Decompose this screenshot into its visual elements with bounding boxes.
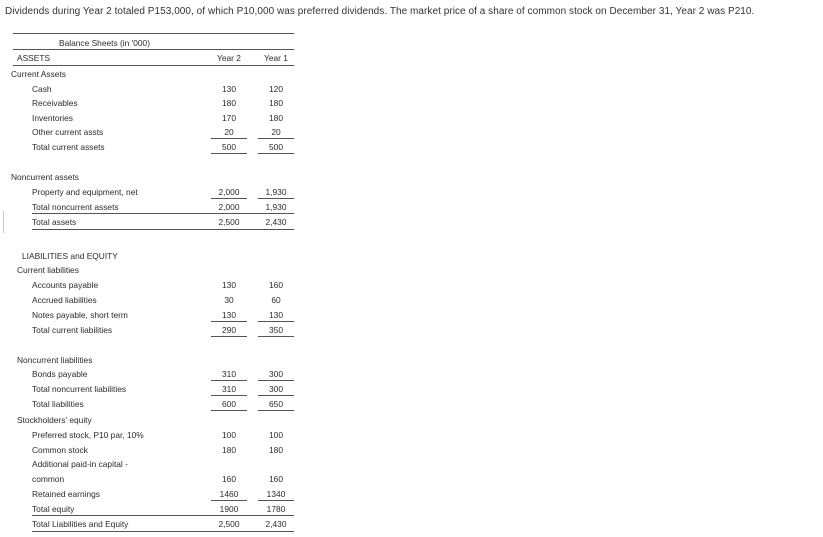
year1-value: 100 xyxy=(269,430,283,440)
table-row-notes-payable xyxy=(11,308,296,322)
total-rule xyxy=(258,336,294,337)
subtotal-rule xyxy=(258,198,294,199)
liabilities-equity-heading: LIABILITIES and EQUITY xyxy=(22,251,118,261)
section-heading xyxy=(11,170,296,184)
year1-header: Year 1 xyxy=(264,53,288,63)
current-assets-heading: Current Assets xyxy=(11,69,66,79)
total-rule xyxy=(211,336,247,337)
row-label: Common stock xyxy=(32,445,88,455)
table-row-total-current-liabilities xyxy=(11,323,296,337)
subtotal-rule xyxy=(258,380,294,381)
year1-value: 160 xyxy=(269,280,283,290)
table-row-accrued xyxy=(11,293,296,307)
year2-value: 2,000 xyxy=(218,202,240,212)
year2-value: 170 xyxy=(222,113,236,123)
subtotal-rule xyxy=(211,395,247,396)
row-label: Total current liabilities xyxy=(32,325,113,335)
year2-value: 2,500 xyxy=(218,519,240,529)
row-label: common xyxy=(32,474,65,484)
year2-value: 290 xyxy=(222,325,236,335)
year2-value: 600 xyxy=(222,399,236,409)
page-edge-rule xyxy=(3,211,4,233)
total-rule xyxy=(32,229,294,230)
table-row-accounts-payable xyxy=(11,278,296,292)
year1-value: 120 xyxy=(269,84,283,94)
row-label: Total equity xyxy=(32,504,75,514)
year1-value: 1,930 xyxy=(265,202,287,212)
year1-value: 180 xyxy=(269,113,283,123)
table-row-total-noncurrent-liabilities xyxy=(11,382,296,396)
row-label: Total noncurrent assets xyxy=(32,202,119,212)
year2-value: 20 xyxy=(224,127,234,137)
year2-value: 2,000 xyxy=(218,187,240,197)
row-label: Property and equipment, net xyxy=(32,187,138,197)
total-rule xyxy=(211,153,247,154)
table-row-retained-earnings xyxy=(11,487,296,501)
year1-value: 2,430 xyxy=(265,519,287,529)
row-label: Cash xyxy=(32,84,52,94)
noncurrent-assets-heading: Noncurrent assets xyxy=(11,172,79,182)
year1-value: 60 xyxy=(271,295,281,305)
subtotal-rule xyxy=(211,500,247,501)
apic-label-row xyxy=(11,457,296,471)
total-rule xyxy=(258,153,294,154)
table-row-cash xyxy=(11,82,296,96)
table-row-ppe xyxy=(11,185,296,199)
table-title-row xyxy=(11,36,296,50)
row-label: Total current assets xyxy=(32,142,105,152)
total-rule xyxy=(258,410,294,411)
year1-value: 180 xyxy=(269,98,283,108)
table-row-total-liabilities-equity xyxy=(11,517,296,531)
row-label: Receivables xyxy=(32,98,78,108)
year2-value: 1460 xyxy=(219,489,239,499)
year2-header: Year 2 xyxy=(217,53,241,63)
row-label: Inventories xyxy=(32,113,73,123)
subtotal-rule xyxy=(258,500,294,501)
total-rule xyxy=(32,515,294,516)
year1-value: 1,930 xyxy=(265,187,287,197)
row-label: Other current assts xyxy=(32,127,104,137)
year2-value: 180 xyxy=(222,445,236,455)
row-label: Total noncurrent liabilities xyxy=(32,384,127,394)
year2-value: 130 xyxy=(222,84,236,94)
subtotal-rule xyxy=(258,138,294,139)
year1-value: 160 xyxy=(269,474,283,484)
subtotal-rule xyxy=(258,321,294,322)
row-label: Total assets xyxy=(32,217,77,227)
year1-value: 650 xyxy=(269,399,283,409)
year2-value: 1900 xyxy=(219,504,239,514)
table-row-inventories xyxy=(11,111,296,125)
subtotal-rule xyxy=(258,395,294,396)
subtotal-rule xyxy=(211,138,247,139)
year1-value: 300 xyxy=(269,369,283,379)
section-heading xyxy=(11,249,296,263)
row-label: Bonds payable xyxy=(32,369,88,379)
year2-value: 160 xyxy=(222,474,236,484)
assets-heading: ASSETS xyxy=(17,53,51,63)
current-liabilities-heading: Current liabilities xyxy=(17,265,79,275)
row-label: Notes payable, short term xyxy=(32,310,128,320)
year2-value: 310 xyxy=(222,369,236,379)
year1-value: 500 xyxy=(269,142,283,152)
year2-value: 130 xyxy=(222,280,236,290)
year1-value: 180 xyxy=(269,445,283,455)
total-rule xyxy=(32,531,294,532)
table-row-total-liabilities xyxy=(11,397,296,411)
section-heading xyxy=(11,67,296,81)
year1-value: 20 xyxy=(271,127,281,137)
table-row-total-assets xyxy=(11,215,296,229)
year1-value: 1780 xyxy=(266,504,286,514)
table-row-total-noncurrent-assets xyxy=(11,200,296,214)
year2-value: 130 xyxy=(222,310,236,320)
table-title: Balance Sheets (in '000) xyxy=(59,38,150,48)
table-top-rule xyxy=(13,33,294,34)
subtotal-rule xyxy=(211,321,247,322)
year2-value: 310 xyxy=(222,384,236,394)
table-row-bonds-payable xyxy=(11,367,296,381)
row-label: Total Liabilities and Equity xyxy=(32,519,129,529)
table-row-total-current-assets xyxy=(11,140,296,154)
section-heading xyxy=(11,413,296,427)
section-heading xyxy=(11,263,296,277)
year1-value: 2,430 xyxy=(265,217,287,227)
year1-value: 300 xyxy=(269,384,283,394)
problem-statement: Dividends during Year 2 totaled P153,000, of which P10,000 was preferred dividends. The market price of a share of common stock on December 31, Year 2 was P210. xyxy=(5,6,755,17)
table-row-receivables xyxy=(11,96,296,110)
row-label: Additional paid-in capital - xyxy=(32,459,128,469)
year2-value: 2,500 xyxy=(218,217,240,227)
year1-value: 130 xyxy=(269,310,283,320)
subtotal-rule xyxy=(211,380,247,381)
table-row-other-current xyxy=(11,125,296,139)
header-rule xyxy=(13,65,294,66)
year1-value: 1340 xyxy=(266,489,286,499)
subtotal-rule xyxy=(211,198,247,199)
year1-value: 350 xyxy=(269,325,283,335)
total-rule xyxy=(211,410,247,411)
section-heading xyxy=(11,353,296,367)
year2-value: 30 xyxy=(224,295,234,305)
row-label: Accrued liabilities xyxy=(32,295,97,305)
noncurrent-liabilities-heading: Noncurrent liabilities xyxy=(17,355,93,365)
table-row-apic xyxy=(11,472,296,486)
year2-value: 180 xyxy=(222,98,236,108)
title-rule xyxy=(13,49,294,50)
row-label: Accounts payable xyxy=(32,280,99,290)
year2-value: 100 xyxy=(222,430,236,440)
table-row-common-stock xyxy=(11,443,296,457)
total-rule xyxy=(32,213,294,214)
row-label: Preferred stock, P10 par, 10% xyxy=(32,430,144,440)
row-label: Retained earnings xyxy=(32,489,100,499)
table-row-total-equity xyxy=(11,502,296,516)
row-label: Total liabilities xyxy=(32,399,84,409)
table-row-preferred-stock xyxy=(11,428,296,442)
equity-heading: Stockholders' equity xyxy=(17,415,92,425)
year2-value: 500 xyxy=(222,142,236,152)
header-row xyxy=(11,51,296,65)
